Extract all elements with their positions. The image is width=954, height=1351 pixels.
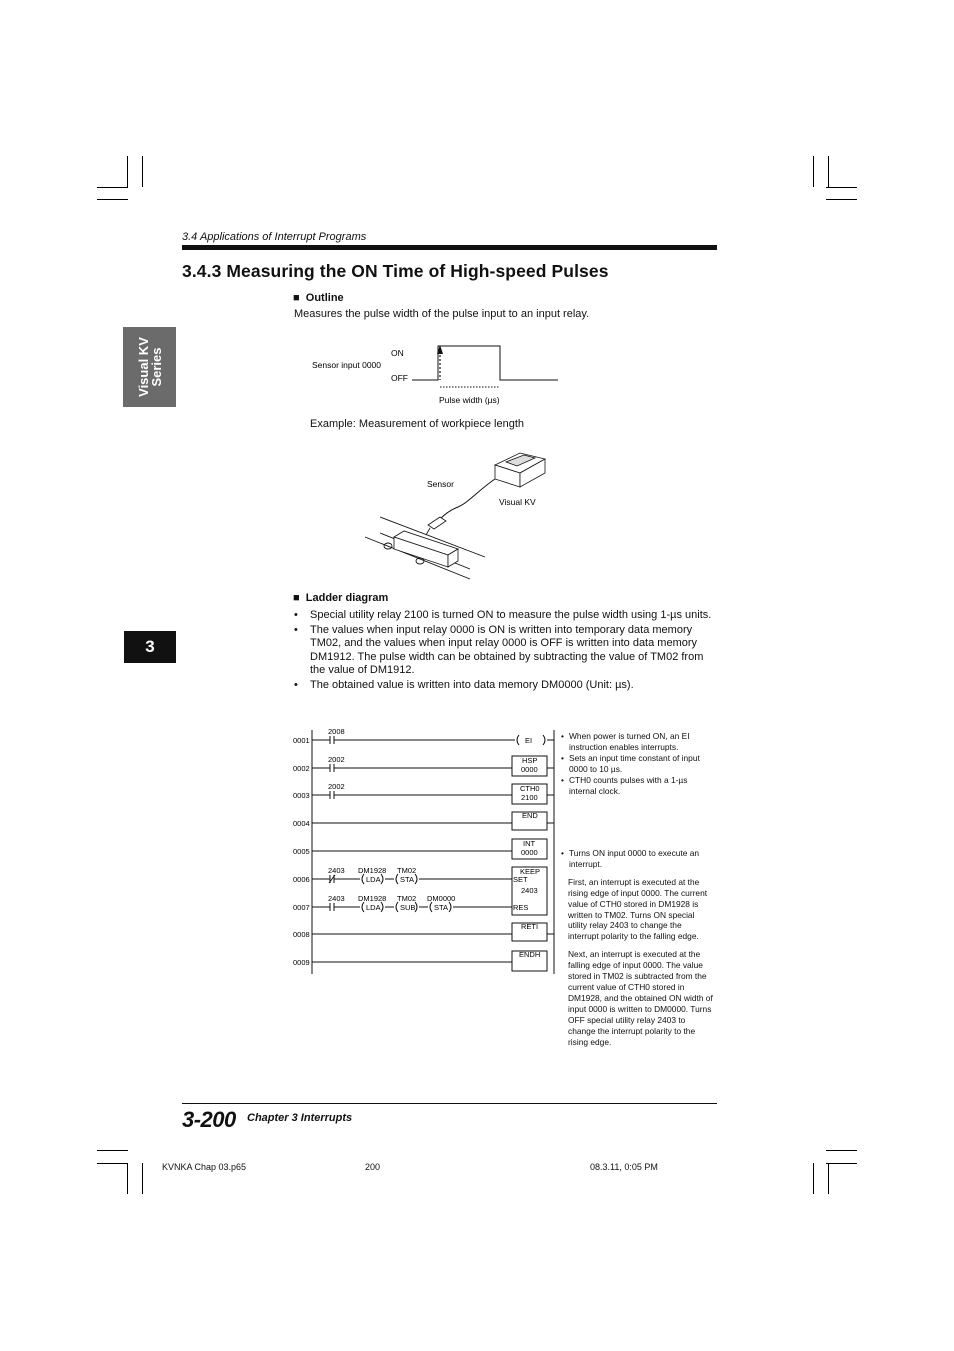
rung-number: 0005 xyxy=(293,847,310,856)
operand-label: DM1928 xyxy=(358,894,387,903)
timing-off-label: OFF xyxy=(391,373,408,383)
rung-0003 xyxy=(312,782,554,804)
ladder-bullets xyxy=(293,609,718,693)
page-number: 3-200 xyxy=(182,1107,236,1132)
lda-instruction: LDA xyxy=(366,903,381,912)
crop-mark xyxy=(813,1163,814,1194)
note-rising-edge: First, an interrupt is executed at the rising edge of input 0000. The current value of CTH0 stored in DM1928 is written to TM02. Turns ON special utility relay 2403 to change the interrupt polarity to the falling edge. xyxy=(568,876,708,942)
workpiece-illustration xyxy=(360,445,560,590)
timing-signal-label: Sensor input 0000 xyxy=(312,360,381,370)
rung-0004 xyxy=(312,811,554,830)
operand-label: TM02 xyxy=(397,894,417,903)
contact-label: 2403 xyxy=(328,894,345,903)
section-label: 3.4 Applications of Interrupt Programs xyxy=(182,231,367,243)
rung-0006 xyxy=(312,866,512,884)
rung-number: 0001 xyxy=(293,736,310,745)
hsp-operand: 0000 xyxy=(521,765,538,774)
series-tab-line2: Series xyxy=(148,347,164,387)
outline-text: Measures the pulse width of the pulse input to an input relay. xyxy=(294,308,590,320)
outline-heading xyxy=(293,292,344,304)
ladder-notes-interrupt xyxy=(561,848,713,1047)
rung-number: 0003 xyxy=(293,791,310,800)
header-rule xyxy=(182,245,717,250)
footer-page: 200 xyxy=(365,1162,381,1172)
crop-mark xyxy=(142,1163,143,1194)
operand-label: TM02 xyxy=(397,866,417,875)
contact-label: 2008 xyxy=(328,727,345,736)
crop-mark xyxy=(826,199,857,200)
note-cth0: • CTH0 counts pulses with a 1-µs internal clock. xyxy=(561,775,713,797)
crop-mark xyxy=(127,1163,128,1194)
endh-instruction: ENDH xyxy=(519,950,541,959)
timing-on-label: ON xyxy=(391,348,404,358)
lda-instruction: LDA xyxy=(366,875,381,884)
footer-chapter: Chapter 3 Interrupts xyxy=(247,1112,353,1124)
reti-instruction: RETI xyxy=(521,922,539,931)
footer-file: KVNKA Chap 03.p65 xyxy=(162,1162,247,1172)
cth0-instruction: CTH0 xyxy=(520,784,540,793)
list-item: • The values when input relay 0000 is ON is written into temporary data memory TM02, and the values when input relay 0000 is OFF is written into data memory DM1912. The pulse width can be obtained by subtracting the value of TM02 from the value of DM1912. xyxy=(293,624,718,678)
outline-heading-text: Outline xyxy=(305,292,344,304)
sta-instruction: STA xyxy=(400,875,415,884)
footer-rule xyxy=(182,1103,717,1104)
example-caption: Example: Measurement of workpiece length xyxy=(310,418,524,430)
list-item: • The obtained value is written into data memory DM0000 (Unit: µs). xyxy=(293,679,718,693)
plc-device-icon xyxy=(495,453,545,487)
ei-instruction: EI xyxy=(525,736,533,745)
hsp-instruction: HSP xyxy=(522,756,538,765)
rung-number: 0006 xyxy=(293,875,310,884)
crop-mark xyxy=(826,1150,857,1151)
contact-label: 2002 xyxy=(328,782,345,791)
crop-mark xyxy=(828,156,829,187)
rung-0001 xyxy=(312,727,554,745)
list-item: • Special utility relay 2100 is turned ON to measure the pulse width using 1-µs units. xyxy=(293,609,718,623)
page-title: 3.4.3 Measuring the ON Time of High-speed Pulses xyxy=(182,261,609,281)
rung-number: 0009 xyxy=(293,958,310,967)
rung-0009 xyxy=(312,950,547,971)
pulse-width-label: Pulse width (µs) xyxy=(439,395,500,405)
square-bullet-icon: ■ xyxy=(293,292,300,304)
rung-number: 0004 xyxy=(293,819,310,828)
rung-number: 0007 xyxy=(293,903,310,912)
chapter-tab: 3 xyxy=(124,631,176,663)
rung-0007 xyxy=(312,894,512,912)
int-operand: 0000 xyxy=(521,848,538,857)
timing-diagram xyxy=(300,340,570,410)
square-bullet-icon: ■ xyxy=(293,592,300,604)
int-instruction: INT xyxy=(523,839,536,848)
sensor-label: Sensor xyxy=(427,479,454,489)
keep-operand: 2403 xyxy=(521,886,538,895)
note-ei: • When power is turned ON, an EI instruction enables interrupts. xyxy=(561,731,713,753)
sta-instruction: STA xyxy=(434,903,449,912)
crop-mark xyxy=(127,156,128,187)
crop-mark xyxy=(826,1163,857,1164)
crop-mark xyxy=(97,187,128,188)
rung-0002 xyxy=(312,755,554,776)
sub-instruction: SUB xyxy=(400,903,416,912)
contact-label: 2002 xyxy=(328,755,345,764)
crop-mark xyxy=(813,156,814,187)
note-int: • Turns ON input 0000 to execute an interrupt. xyxy=(561,848,713,870)
keep-instruction: KEEP xyxy=(520,867,541,876)
series-tab-line1: Visual KV xyxy=(135,337,151,397)
series-tab xyxy=(123,327,176,407)
ladder-diagram xyxy=(290,722,565,980)
end-instruction: END xyxy=(522,811,538,820)
rung-number: 0002 xyxy=(293,764,310,773)
contact-label: 2403 xyxy=(328,866,345,875)
sensor-icon xyxy=(426,517,446,535)
rung-0005 xyxy=(312,839,547,859)
keep-set-label: SET xyxy=(513,875,528,884)
crop-mark xyxy=(142,156,143,187)
keep-res-label: RES xyxy=(513,903,529,912)
ladder-heading xyxy=(293,592,388,604)
operand-label: DM0000 xyxy=(427,894,456,903)
visual-kv-label: Visual KV xyxy=(499,497,536,507)
operand-label: DM1928 xyxy=(358,866,387,875)
crop-mark xyxy=(828,1163,829,1194)
crop-mark xyxy=(826,187,857,188)
crop-mark xyxy=(97,1150,128,1151)
rung-number: 0008 xyxy=(293,930,310,939)
crop-mark xyxy=(97,199,128,200)
pulse-waveform xyxy=(412,346,558,380)
cth0-operand: 2100 xyxy=(521,793,538,802)
rung-0008 xyxy=(312,922,554,941)
note-hsp: • Sets an input time constant of input 0000 to 10 µs. xyxy=(561,753,713,775)
note-falling-edge: Next, an interrupt is executed at the falling edge of input 0000. The value stored in TM02 is subtracted from the current value of CTH0 stored in DM1928, and the obtained ON width of input 0000 is written to DM0000. Turns OFF special utility relay 2403 to change the interrupt polarity to the rising edge. xyxy=(568,949,713,1047)
crop-mark xyxy=(97,1163,128,1164)
ladder-notes-top xyxy=(561,731,713,796)
ladder-heading-text: Ladder diagram xyxy=(305,592,389,604)
footer-date: 08.3.11, 0:05 PM xyxy=(590,1162,658,1172)
